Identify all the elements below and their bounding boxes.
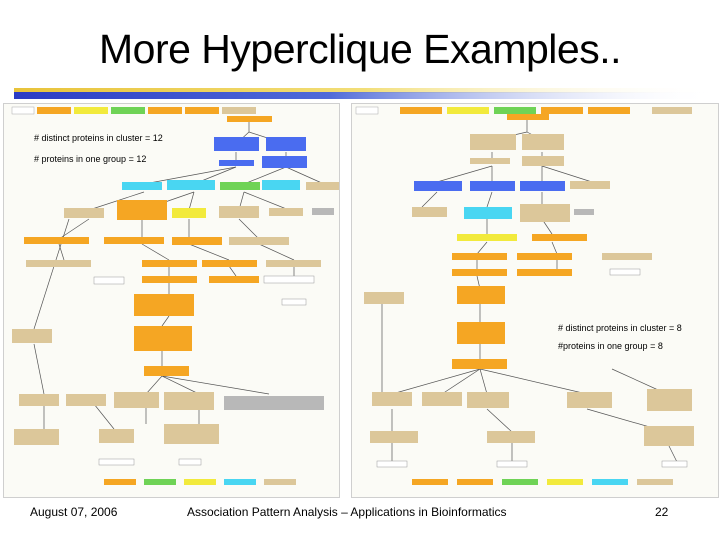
go-graph-right-drawing <box>352 104 718 497</box>
graph-edges <box>382 120 677 462</box>
graph-nodes <box>12 116 339 465</box>
left-annotation-group: # proteins in one group = 12 <box>34 154 147 164</box>
legend-row-bottom <box>412 479 673 485</box>
legend-row-bottom <box>104 479 296 485</box>
go-graph-right <box>351 103 719 498</box>
left-annotation-distinct: # distinct proteins in cluster = 12 <box>34 133 163 143</box>
title-accent-bar <box>14 88 714 102</box>
graph-nodes <box>364 114 694 467</box>
footer-center-text: Association Pattern Analysis – Applications in Bioinformatics <box>187 505 507 519</box>
right-annotation-distinct: # distinct proteins in cluster = 8 <box>558 323 682 333</box>
legend-row-top <box>12 107 256 114</box>
slide-title: More Hyperclique Examples.. <box>99 26 621 72</box>
right-annotation-group: #proteins in one group = 8 <box>558 341 663 351</box>
legend-row-top <box>356 107 692 114</box>
footer-date: August 07, 2006 <box>30 505 118 519</box>
go-graph-left <box>3 103 340 498</box>
footer-page-number: 22 <box>655 505 669 519</box>
